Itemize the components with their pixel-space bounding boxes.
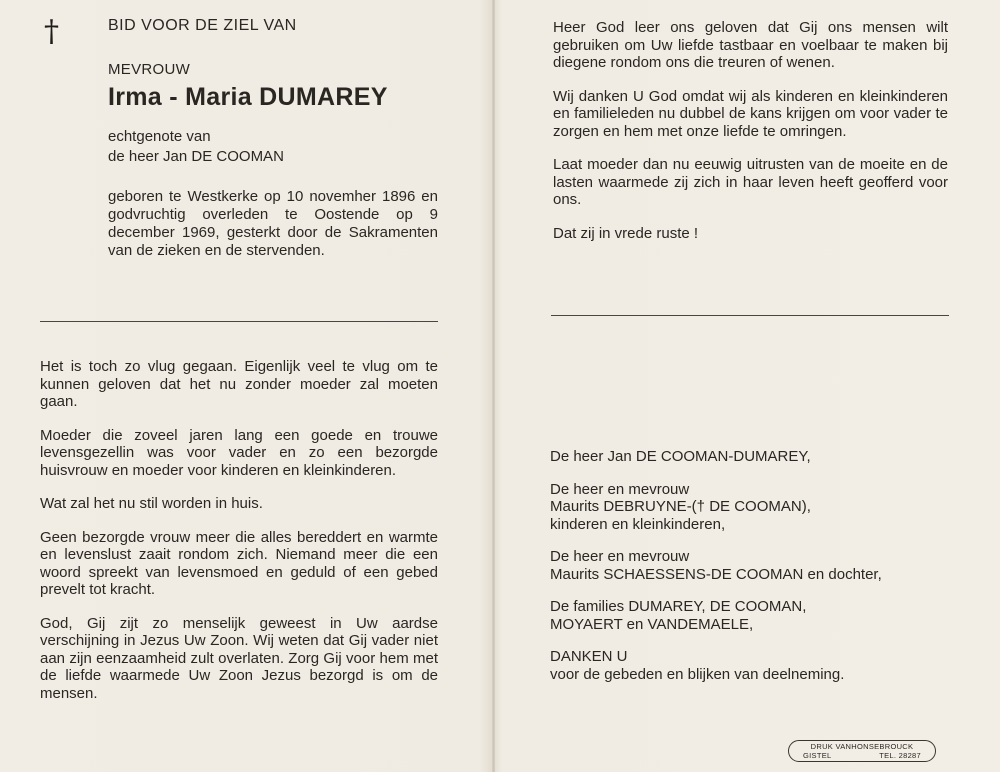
left-text-block bbox=[40, 358, 438, 718]
spouse-info bbox=[108, 128, 284, 168]
salutation: MEVROUW bbox=[108, 61, 191, 78]
thanks-line: DANKEN U bbox=[550, 648, 628, 665]
cross-icon: † bbox=[44, 14, 59, 49]
paragraph: Het is toch zo vlug gegaan. Eigenlijk veel te vlug om te kunnen geloven dat het nu zonder moeder zal moeten gaan. bbox=[40, 358, 438, 410]
thanks-block bbox=[550, 448, 960, 698]
printer-phone: TEL. 28287 bbox=[879, 751, 921, 760]
thanks-group bbox=[550, 481, 960, 534]
thanks-line: Maurits SCHAESSENS-DE COOMAN en dochter, bbox=[550, 565, 882, 583]
paragraph: God, Gij zijt zo menselijk geweest in Uw aardse verschijning in Jezus Uw Zoon. Wij weten dat Gij vader niet aan zijn eenzaamheid zult overlaten. Zorg Gij voor hem met de liefde waarmede Uw Zoon Jezus bezorgd is om de mensen. bbox=[40, 614, 438, 702]
biography: geboren te Westkerke op 10 novemher 1896 en godvruchtig overleden te Oostende op 9 december 1969, gesterkt door de Sakramenten van de zieken en de stervenden. bbox=[108, 188, 438, 259]
thanks-group bbox=[550, 448, 960, 466]
thanks-line: voor de gebeden en blijken van deelneming. bbox=[550, 665, 845, 683]
thanks-group bbox=[550, 648, 960, 683]
paragraph: Moeder die zoveel jaren lang een goede en trouwe levensgezellin was voor vader en zo een bezorgde huisvrouw en moeder voor kinderen en kleinkinderen. bbox=[40, 426, 438, 479]
right-panel bbox=[496, 0, 1000, 772]
thanks-line: Maurits DEBRUYNE-(† DE COOMAN), bbox=[550, 498, 811, 515]
thanks-group bbox=[550, 548, 960, 583]
printer-stamp bbox=[788, 740, 936, 762]
paragraph: Wij danken U God omdat wij als kinderen en kleinkinderen en familieleden nu dubbel de kans krijgen om voor vader te zorgen en hem met onze liefde te omringen. bbox=[553, 87, 948, 140]
thanks-group bbox=[550, 598, 960, 633]
thanks-line: De heer Jan DE COOMAN-DUMAREY, bbox=[550, 448, 811, 465]
paragraph: Wat zal het nu stil worden in huis. bbox=[40, 495, 263, 512]
thanks-line: De heer en mevrouw bbox=[550, 480, 690, 498]
paragraph: Dat zij in vrede ruste ! bbox=[553, 224, 699, 242]
divider-line bbox=[551, 315, 949, 316]
spouse-line: de heer Jan DE COOMAN bbox=[108, 148, 284, 165]
printer-city: GISTEL bbox=[803, 751, 832, 760]
prayer-text-block bbox=[553, 19, 948, 258]
paragraph: Laat moeder dan nu eeuwig uitrusten van de moeite en de lasten waarmede zij zich in haar leven heeft geofferd voor ons. bbox=[553, 156, 948, 208]
printer-name: DRUK VANHONSEBROUCK bbox=[810, 742, 914, 751]
card-heading: BID VOOR DE ZIEL VAN bbox=[108, 17, 297, 34]
paragraph: Geen bezorgde vrouw meer die alles bereddert en warmte en levenslust zaait rondom zich. Niemand meer die een woord spreekt van levensmoed en geduld of een gebed prevelt tot kracht. bbox=[40, 528, 438, 598]
deceased-name: Irma - Maria DUMAREY bbox=[108, 83, 388, 111]
left-panel bbox=[0, 0, 492, 772]
thanks-line: kinderen en kleinkinderen, bbox=[550, 515, 726, 533]
paragraph: Heer God leer ons geloven dat Gij ons mensen wilt gebruiken om Uw liefde tastbaar en voelbaar te maken bij diegene rondom ons die treuren of wenen. bbox=[553, 19, 948, 71]
thanks-line: De heer en mevrouw bbox=[550, 548, 690, 565]
printer-contact bbox=[789, 751, 935, 760]
divider-line bbox=[40, 321, 438, 322]
thanks-line: MOYAERT en VANDEMAELE, bbox=[550, 615, 754, 633]
spouse-line: echtgenote van bbox=[108, 128, 211, 145]
thanks-line: De families DUMAREY, DE COOMAN, bbox=[550, 598, 807, 615]
